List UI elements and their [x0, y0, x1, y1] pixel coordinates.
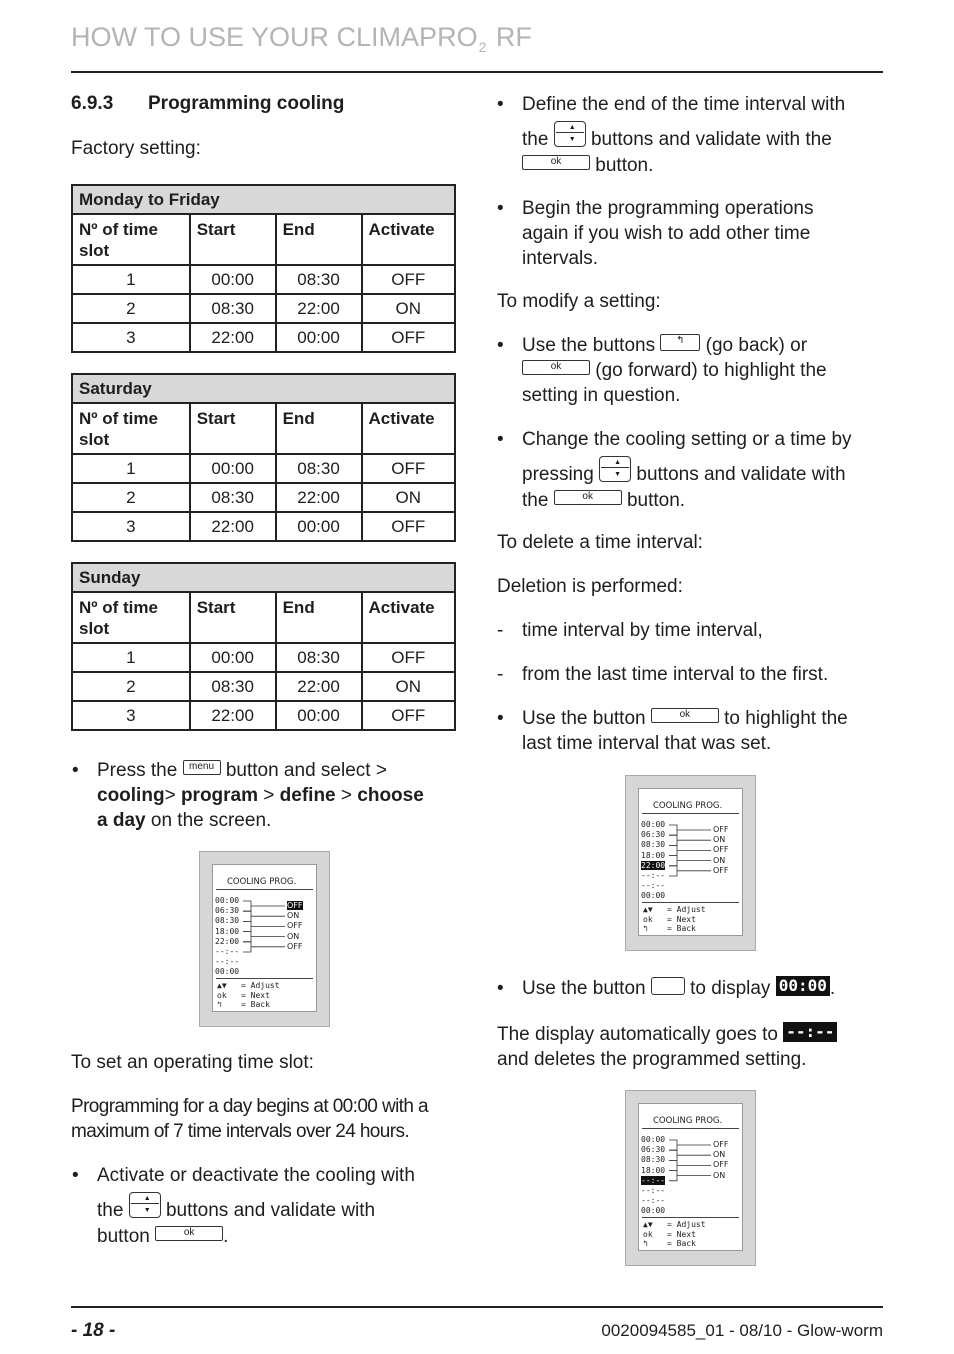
lcd-key-item: ▲▼ = Adjust — [217, 981, 280, 990]
begin-again-line-1: Begin the programming operations — [522, 198, 814, 219]
bullet-define-end: • Define the end of the time interval with the ▲ ▼ buttons and validate with the ok button. — [497, 94, 846, 176]
lcd-display — [212, 864, 317, 1012]
column-header: End — [276, 592, 362, 643]
menu-path-program: program — [180, 785, 259, 806]
lcd-key-item: ↰ = Back — [217, 1000, 270, 1009]
schedule-day-title: Monday to Friday — [72, 185, 455, 214]
lcd-display — [638, 788, 743, 936]
menu-button-icon: menu — [183, 760, 221, 775]
lcd-time: 18:00 — [215, 926, 240, 936]
lcd-time: 06:30 — [641, 1145, 666, 1155]
lcd-divider — [642, 1217, 739, 1218]
table-cell: OFF — [362, 643, 456, 672]
table-row — [72, 294, 455, 323]
column-header: Nº of time slot — [72, 592, 190, 643]
table-cell: 2 — [72, 294, 190, 323]
schedule-day-title: Saturday — [72, 374, 455, 403]
display-goes-text — [497, 1022, 887, 1072]
factory-setting-label: Factory setting: — [71, 138, 201, 159]
ok-button-icon: ok — [522, 360, 590, 375]
activate-line-2b: buttons and validate with — [165, 1200, 376, 1222]
table-row — [72, 672, 455, 701]
lcd-key-item: ok = Next — [643, 914, 696, 924]
change-line-2a: pressing — [522, 464, 594, 486]
set-slot-label: To set an operating time slot: — [71, 1052, 314, 1073]
column-header: Nº of time slot — [72, 214, 190, 265]
table-cell: 00:00 — [276, 323, 362, 352]
lcd-value: OFF — [713, 865, 729, 875]
lcd-time: 08:30 — [215, 916, 240, 926]
down-button-icon — [651, 977, 685, 995]
lcd-display — [638, 1103, 743, 1251]
use-buttons-text-b: (go back) or — [705, 335, 808, 356]
table-cell: 08:30 — [190, 483, 276, 512]
table-row — [72, 323, 455, 352]
header-title-end: RF — [488, 22, 532, 52]
lcd-key-legend — [217, 981, 280, 1010]
lcd-time: 06:30 — [641, 830, 666, 840]
table-cell: 1 — [72, 643, 190, 672]
lcd-time: 00:00 — [215, 967, 240, 977]
lcd-time: 08:30 — [641, 840, 666, 850]
use-button-display-text-b: to display — [690, 978, 771, 999]
ok-button-icon: ok — [651, 708, 719, 723]
table-row — [72, 701, 455, 730]
page-header-title — [71, 22, 532, 55]
ok-button-icon: ok — [554, 490, 622, 505]
lcd-value: OFF — [287, 941, 303, 951]
lcd-time: --:-- — [641, 1186, 666, 1196]
lcd-time: --:-- — [215, 947, 240, 957]
table-cell: 22:00 — [276, 672, 362, 701]
section-number: 6.9.3 — [71, 93, 114, 114]
lcd-value: OFF — [713, 825, 729, 834]
change-line-1: Change the cooling setting or a time by — [522, 429, 852, 450]
column-header: Activate — [362, 403, 456, 454]
footer-rule — [71, 1306, 883, 1308]
table-cell: OFF — [362, 454, 456, 483]
column-header: Start — [190, 214, 276, 265]
table-cell: 08:30 — [276, 454, 362, 483]
lcd-value: ON — [713, 855, 726, 865]
table-cell: ON — [362, 294, 456, 323]
column-header: End — [276, 403, 362, 454]
table-row — [72, 643, 455, 672]
menu-path-cooling: cooling — [97, 785, 165, 806]
table-cell: ON — [362, 483, 456, 512]
up-down-buttons-icon: ▲ ▼ — [554, 121, 586, 147]
table-cell: 3 — [72, 512, 190, 541]
table-cell: OFF — [362, 323, 456, 352]
lcd-screen-1 — [199, 851, 330, 1027]
table-row — [72, 454, 455, 483]
table-cell: OFF — [362, 701, 456, 730]
table-cell: 08:30 — [190, 294, 276, 323]
column-header: Activate — [362, 592, 456, 643]
lcd-time: 00:00 — [641, 820, 666, 829]
schedule-table — [71, 184, 456, 353]
table-cell: 00:00 — [190, 454, 276, 483]
display-goes-line-1: The display automatically goes to — [497, 1024, 778, 1045]
lcd-time: 00:00 — [215, 896, 240, 905]
schedule-table — [71, 373, 456, 542]
use-buttons-text-c: (go forward) to highlight the — [595, 360, 827, 381]
lcd-bracket-lines — [639, 1104, 749, 1224]
table-cell: 00:00 — [276, 512, 362, 541]
modify-label: To modify a setting: — [497, 291, 661, 312]
lcd-value: OFF — [713, 845, 729, 855]
header-title-subscript: 2 — [478, 39, 487, 55]
menu-path-sep: > — [335, 785, 358, 806]
table-cell: ON — [362, 672, 456, 701]
ok-button-icon: ok — [522, 155, 590, 170]
display-time-inverse: 00:00 — [776, 976, 830, 996]
schedule-day-title: Sunday — [72, 563, 455, 592]
table-cell: 08:30 — [190, 672, 276, 701]
lcd-divider — [642, 902, 739, 903]
table-cell: 00:00 — [276, 701, 362, 730]
column-header: Start — [190, 403, 276, 454]
bullet-use-buttons: • Use the buttons ↰ (go back) or ok (go forward) to highlight the setting in question. — [497, 335, 827, 406]
define-end-line-2a: the — [522, 129, 549, 151]
column-header: Nº of time slot — [72, 403, 190, 454]
table-cell: OFF — [362, 265, 456, 294]
dash-item-2-text: from the last time interval to the first. — [522, 664, 829, 685]
column-header: End — [276, 214, 362, 265]
lcd-key-item: ↰ = Back — [643, 1239, 696, 1248]
table-cell: 08:30 — [276, 643, 362, 672]
activate-line-1: Activate or deactivate the cooling with — [97, 1165, 415, 1186]
dash-item-1: - time interval by time interval, — [497, 620, 763, 641]
bullet-press-menu: • Press the menu button and select > cooling> program > define > choose a day on the screen. — [72, 760, 424, 831]
use-button-ok-text-c: last time interval that was set. — [522, 733, 772, 754]
lcd-time: --:-- — [641, 871, 666, 881]
table-cell: 22:00 — [276, 483, 362, 512]
programming-line-1: Programming for a day begins at 00:00 with a — [71, 1096, 428, 1117]
table-row — [72, 512, 455, 541]
lcd-value: OFF — [287, 921, 303, 931]
menu-path-sep: > — [258, 785, 280, 806]
lcd-time: --:-- — [215, 957, 240, 967]
lcd-time: 22:00 — [215, 936, 240, 946]
use-button-display-text-a: Use the button — [522, 978, 646, 999]
lcd-screen-2 — [625, 775, 756, 951]
lcd-time: 18:00 — [641, 850, 666, 860]
header-title-main: HOW TO USE YOUR CLIMAPRO — [71, 22, 478, 52]
lcd-screen-3 — [625, 1090, 756, 1266]
table-cell: OFF — [362, 512, 456, 541]
table-cell: 2 — [72, 483, 190, 512]
bullet-use-button-display: • Use the button to display 00:00 . — [497, 976, 836, 999]
delete-title: To delete a time interval: — [497, 532, 703, 553]
table-cell: 22:00 — [190, 512, 276, 541]
document-reference: 0020094585_01 - 08/10 - Glow-worm — [601, 1321, 883, 1340]
use-buttons-text-a: Use the buttons — [522, 335, 656, 356]
press-text-tail: on the screen. — [145, 810, 272, 831]
lcd-divider — [216, 978, 313, 979]
lcd-time: 00:00 — [641, 1206, 666, 1216]
display-goes-line-2: and deletes the programmed setting. — [497, 1049, 807, 1070]
change-line-3b: button. — [626, 490, 686, 511]
menu-path-a-day: a day — [97, 810, 146, 831]
back-button-icon: ↰ — [660, 334, 700, 351]
use-button-ok-text-b: to highlight the — [724, 708, 848, 729]
lcd-key-item: ok = Next — [217, 990, 270, 1000]
ok-button-icon: ok — [155, 1226, 223, 1241]
lcd-time: --:-- — [641, 1175, 666, 1185]
activate-line-2a: the — [97, 1200, 124, 1222]
bullet-change: • Change the cooling setting or a time by pressing ▲ ▼ buttons and validate with the ok button. — [497, 429, 852, 511]
table-row — [72, 483, 455, 512]
table-cell: 1 — [72, 454, 190, 483]
section-heading — [71, 93, 344, 115]
table-cell: 22:00 — [190, 323, 276, 352]
lcd-value: OFF — [287, 901, 303, 910]
menu-path-sep: > — [164, 785, 181, 806]
table-cell: 3 — [72, 701, 190, 730]
lcd-time: --:-- — [641, 1196, 666, 1206]
section-title: Programming cooling — [148, 93, 345, 114]
define-end-line-2b: buttons and validate with the — [590, 129, 832, 151]
lcd-time: --:-- — [641, 881, 666, 891]
use-button-display-end: . — [829, 978, 836, 999]
lcd-time: 00:00 — [641, 891, 666, 901]
lcd-value: OFF — [713, 1140, 729, 1149]
begin-again-line-2: again if you wish to add other time — [522, 223, 811, 244]
press-text-a: Press the — [97, 760, 178, 781]
table-cell: 22:00 — [276, 294, 362, 323]
dash-item-2: - from the last time interval to the first. — [497, 664, 829, 685]
table-cell: 2 — [72, 672, 190, 701]
change-line-2b: buttons and validate with — [636, 464, 846, 486]
lcd-time: 18:00 — [641, 1165, 666, 1175]
menu-path-choose: choose — [357, 785, 424, 806]
lcd-time: 08:30 — [641, 1155, 666, 1165]
use-buttons-text-d: setting in question. — [522, 385, 681, 406]
use-button-ok-text-a: Use the button — [522, 708, 646, 729]
lcd-bracket-lines — [213, 865, 323, 985]
lcd-time: 00:00 — [641, 1135, 666, 1144]
bullet-activate: • Activate or deactivate the cooling with the ▲ ▼ buttons and validate with button ok . — [72, 1165, 415, 1247]
lcd-title: COOLING PROG. — [653, 1116, 723, 1126]
menu-path-define: define — [279, 785, 336, 806]
begin-again-line-3: intervals. — [522, 248, 599, 269]
lcd-time: 22:00 — [641, 860, 666, 870]
page-number: - 18 - — [71, 1320, 116, 1341]
lcd-key-legend — [643, 1220, 706, 1249]
lcd-key-item: ▲▼ = Adjust — [643, 905, 706, 914]
table-row — [72, 265, 455, 294]
define-end-line-1: Define the end of the time interval with — [522, 94, 846, 115]
activate-end: . — [223, 1226, 229, 1247]
column-header: Activate — [362, 214, 456, 265]
lcd-value: ON — [287, 911, 300, 921]
lcd-key-item: ▲▼ = Adjust — [643, 1220, 706, 1229]
press-text-b: button and select > — [225, 760, 387, 781]
table-cell: 08:30 — [276, 265, 362, 294]
lcd-value: ON — [713, 835, 726, 845]
lcd-value: OFF — [713, 1160, 729, 1170]
schedule-table — [71, 562, 456, 731]
table-cell: 00:00 — [190, 643, 276, 672]
table-cell: 22:00 — [190, 701, 276, 730]
lcd-value: ON — [287, 931, 300, 941]
table-cell: 1 — [72, 265, 190, 294]
bullet-use-button-ok: • Use the button ok to highlight the last time interval that was set. — [497, 708, 848, 754]
deletion-label: Deletion is performed: — [497, 576, 683, 597]
activate-line-3: button — [97, 1226, 150, 1247]
change-line-3a: the — [522, 490, 549, 511]
up-down-buttons-icon: ▲ ▼ — [599, 456, 631, 482]
lcd-title: COOLING PROG. — [227, 877, 297, 887]
lcd-bracket-lines — [639, 789, 749, 909]
bullet-begin-again: • Begin the programming operations again if you wish to add other time intervals. — [497, 198, 814, 269]
header-rule — [71, 71, 883, 73]
lcd-title: COOLING PROG. — [653, 801, 723, 811]
dash-item-1-text: time interval by time interval, — [522, 620, 763, 641]
lcd-key-legend — [643, 905, 706, 934]
lcd-value: ON — [713, 1170, 726, 1180]
lcd-key-item: ↰ = Back — [643, 924, 696, 933]
column-header: Start — [190, 592, 276, 643]
programming-line-2: maximum of 7 time intervals over 24 hours. — [71, 1121, 410, 1142]
define-end-line-3: button. — [595, 155, 654, 176]
display-blank-inverse: --:-- — [783, 1022, 837, 1042]
lcd-value: ON — [713, 1150, 726, 1160]
up-down-buttons-icon: ▲ ▼ — [129, 1192, 161, 1218]
table-cell: 3 — [72, 323, 190, 352]
lcd-time: 06:30 — [215, 906, 240, 916]
table-cell: 00:00 — [190, 265, 276, 294]
lcd-key-item: ok = Next — [643, 1229, 696, 1239]
